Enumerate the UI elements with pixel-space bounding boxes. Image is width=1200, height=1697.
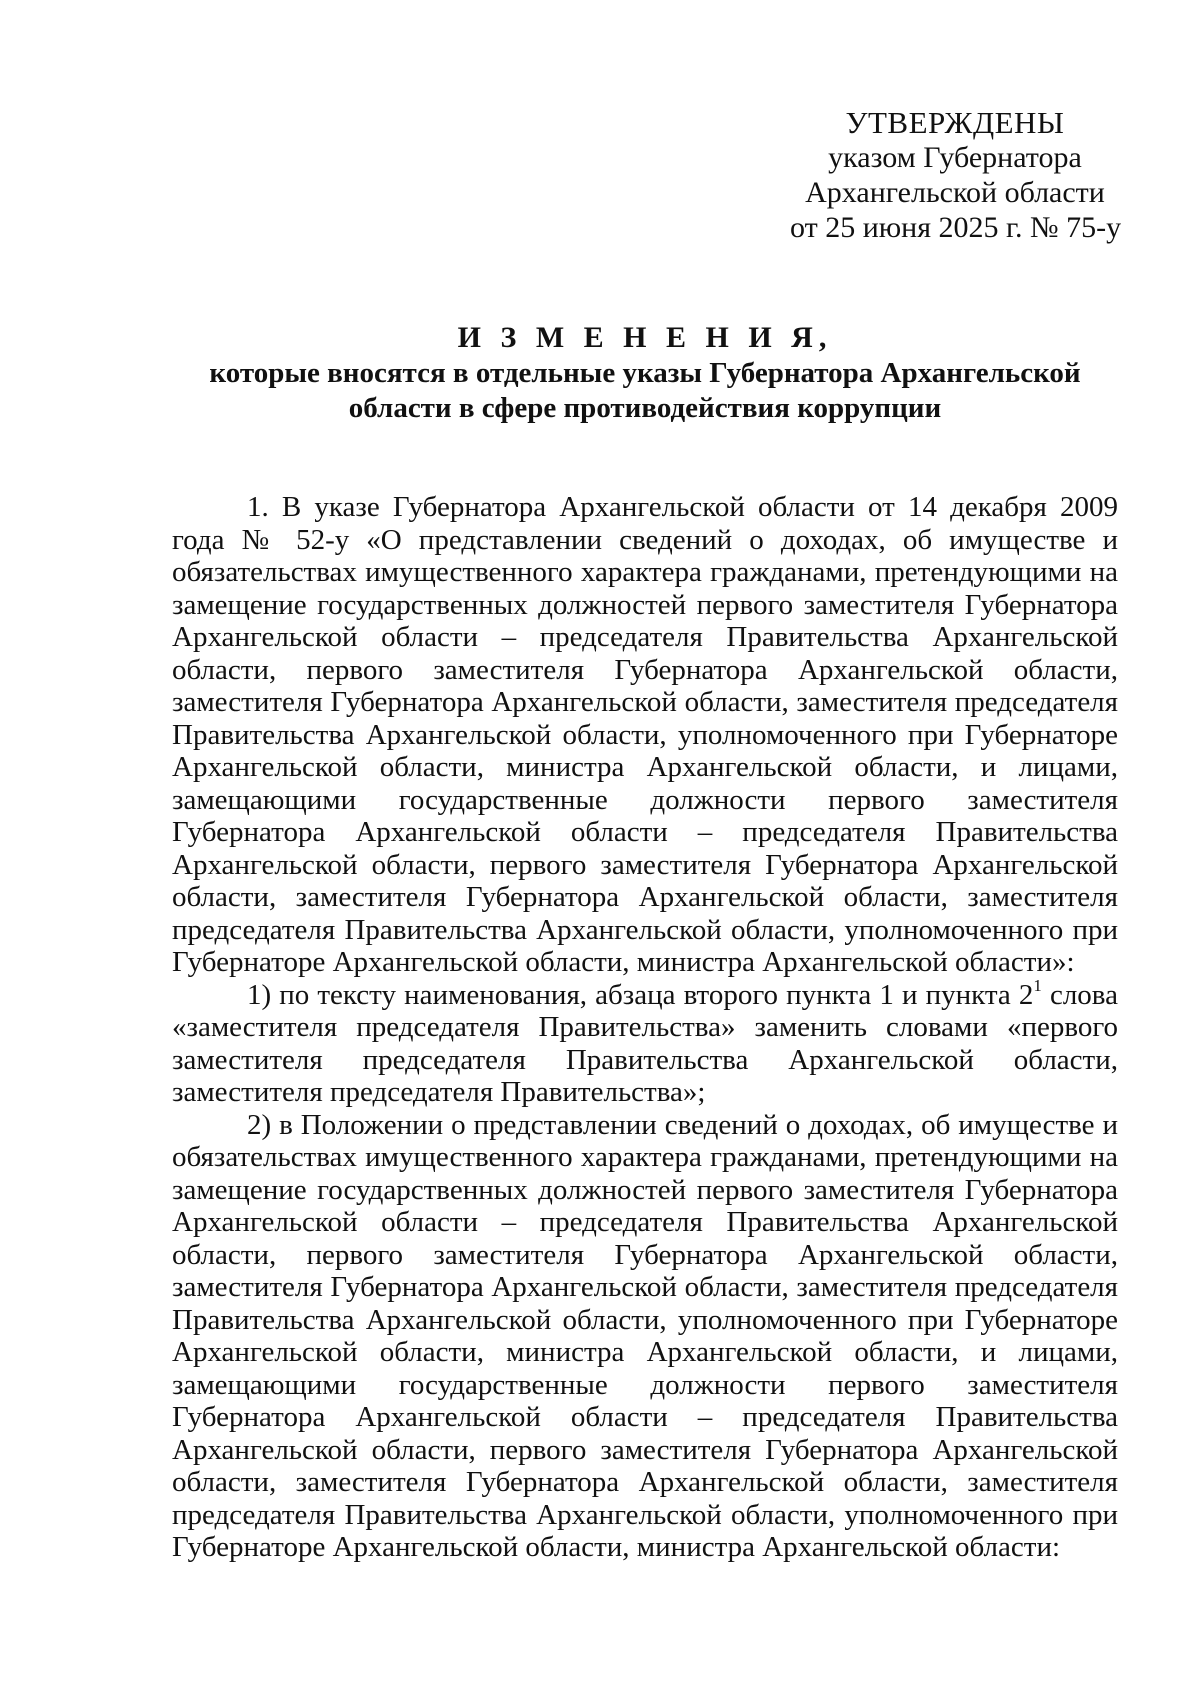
approved-label: УТВЕРЖДЕНЫ	[845, 105, 1065, 140]
item-1-superscript: 1	[1033, 975, 1042, 995]
item-1	[172, 975, 1118, 1109]
approved-by-line: указом Губернатора	[828, 141, 1082, 174]
item-2: 2) в Положении о представлении сведений о доходах, об имуществе и обязательствах имущественного характера гражданами, претендующими на замещение государственных должностей первого заместителя Губернатора Архангельской области – председателя Правительства Архангельской области, первого заместителя Губернатора Архангельской области, заместителя Губернатора Архангельской области, заместителя председателя Правительства Архангельской области, уполномоченного при Губернаторе Архангельской области, министра Архангельской области, и лицами, замещающими государственные должности первого заместителя Губернатора Архангельской области – председателя Правительства Архангельской области, первого заместителя Губернатора Архангельской области, заместителя Губернатора Архангельской области, заместителя председателя Правительства Архангельской области, уполномоченного при Губернаторе Архангельской области, министра Архангельской области:	[172, 1108, 1118, 1563]
approved-region-line: Архангельской области	[805, 176, 1105, 209]
approved-date-line: от 25 июня 2025 г. № 75-у	[790, 211, 1122, 244]
document-title: И З М Е Н Е Н И Я,	[457, 321, 833, 354]
approval-stamp-block	[790, 105, 1120, 245]
document-heading	[172, 320, 1118, 426]
document-subtitle: которые вносятся в отдельные указы Губернатора Архангельской области в сфере противодействия коррупции	[209, 357, 1081, 424]
paragraph-1: 1. В указе Губернатора Архангельской области от 14 декабря 2009 года № 52-у «О представлении сведений о доходах, об имуществе и обязательствах имущественного характера гражданами, претендующими на замещение государственных должностей первого заместителя Губернатора Архангельской области – председателя Правительства Архангельской области, первого заместителя Губернатора Архангельской области, заместителя Губернатора Архангельской области, заместителя председателя Правительства Архангельской области, уполномоченного при Губернаторе Архангельской области, министра Архангельской области, и лицами, замещающими государственные должности первого заместителя Губернатора Архангельской области – председателя Правительства Архангельской области, первого заместителя Губернатора Архангельской области, заместителя Губернатора Архангельской области, заместителя председателя Правительства Архангельской области, уполномоченного при Губернаторе Архангельской области, министра Архангельской области»:	[172, 491, 1118, 978]
document-body	[172, 491, 1118, 1564]
item-1-text-start: 1) по тексту наименования, абзаца второго пункта 1 и пункта 2	[247, 978, 1034, 1011]
item-1-text-end: слова «заместителя председателя Правительства» заменить словами «первого заместителя председателя Правительства Архангельской области, заместителя председателя Правительства»;	[172, 978, 1118, 1108]
